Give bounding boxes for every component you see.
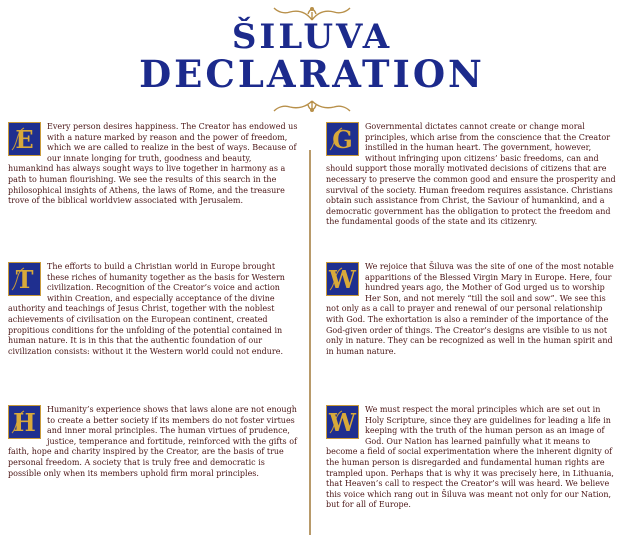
column-divider [309,150,311,535]
paragraph-2-text: The efforts to build a Christian world in Europe brought these riches of humanity together as the basis for Western civilization. Recognition of the Creator’s voice and action within Creation, and especially acceptance of the divine authority and teachings of Jesus Christ, together with the noblest achievements of civilisation on the European continent, created propitious conditions for the unfolding of the potential contained in human nature. It is in this that the authentic foundation of our civilization consists: without it the Western world could not endure. [8,262,285,356]
title-line-1: ŠILUVA [231,17,393,57]
paragraph-5 [326,262,616,357]
paragraph-5-text: We rejoice that Šiluva was the site of one of the most notable apparitions of the Blessed Virgin Mary in Europe. Here, four hundred years ago, the Mother of God urged us to worship Her Son, and not merely “till the soil and sow”. We see this not only as a call to prayer and renewal of our personal relationship with God. The exhortation is also a reminder of the importance of the God-given order of things. The Creator’s designs are visible to us not only in nature. They can be recognized as well in the human spirit and in human nature. [326,262,614,356]
paragraph-3 [8,405,298,479]
paragraph-4-text: Governmental dictates cannot create or change moral principles, which arise from the conscience that the Creator instilled in the human heart. The government, however, without infringing upon citizens’ basic freedoms, can and should support those morally motivated decisions of citizens that are necessary to preserve the common good and ensure the prosperity and survival of the society. Human freedom requires assistance. Christians obtain such assistance from Christ, the Saviour of humankind, and a democratic government has the obligation to protect the freedom and the fundamental goods of the state and its citizenry. [326,122,616,227]
title-line-2: DECLARATION [139,52,485,96]
svg-text:W: W [329,408,356,437]
illuminated-initial-w [326,262,359,296]
paragraph-6-text: We must respect the moral principles which are set out in Holy Scripture, since they are guidelines for leading a life in keeping with the truth of the human person as an image of God. Our Nation has learned painfully what it means to become a field of social experimentation where the inherent dignity of the human person is disregarded and fundamental human rights are trampled upon. Perhaps that is why it was precisely here, in Lithuania, that Heaven’s call to respect the Creator’s will was heard. We believe this voice which rang out in Šiluva was meant not only for our Nation, but for all of Europe. [326,405,614,510]
svg-text:E: E [15,125,34,154]
svg-text:G: G [332,125,353,154]
paragraph-3-text: Humanity’s experience shows that laws alone are not enough to create a better society if its members do not foster virtues and inner moral principles. The human virtues of prudence, justice, temperance and fortitude, reinforced with the gifts of faith, hope and charity inspired by the Creator, are the basis of true personal freedom. A society that is truly free and democratic is possible only when its members uphold firm moral principles. [8,405,297,478]
illuminated-initial-w-2 [326,405,359,439]
svg-text:T: T [15,265,34,294]
paragraph-2 [8,262,298,357]
svg-text:H: H [13,408,36,437]
paragraph-4 [326,122,616,228]
top-ornament-icon [262,2,362,22]
paragraph-1-text: Every person desires happiness. The Creator has endowed us with a nature marked by reason and the power of freedom, which we are called to realize in the best of ways. Because of our innate longing for truth, goodness and beauty, humankind has always sought ways to live together in harmony as a path to human flourishing. We see the results of this search in the philosophical insights of Athens, the laws of Rome, and the treasure trove of the biblical worldview associated with Jerusalem. [8,122,298,206]
illuminated-initial-g [326,122,359,156]
paragraph-1 [8,122,298,207]
illuminated-initial-t [8,262,41,296]
illuminated-initial-h [8,405,41,439]
illuminated-initial-e [8,122,41,156]
bottom-ornament-icon [262,97,362,117]
svg-text:W: W [329,265,356,294]
paragraph-6 [326,405,616,511]
